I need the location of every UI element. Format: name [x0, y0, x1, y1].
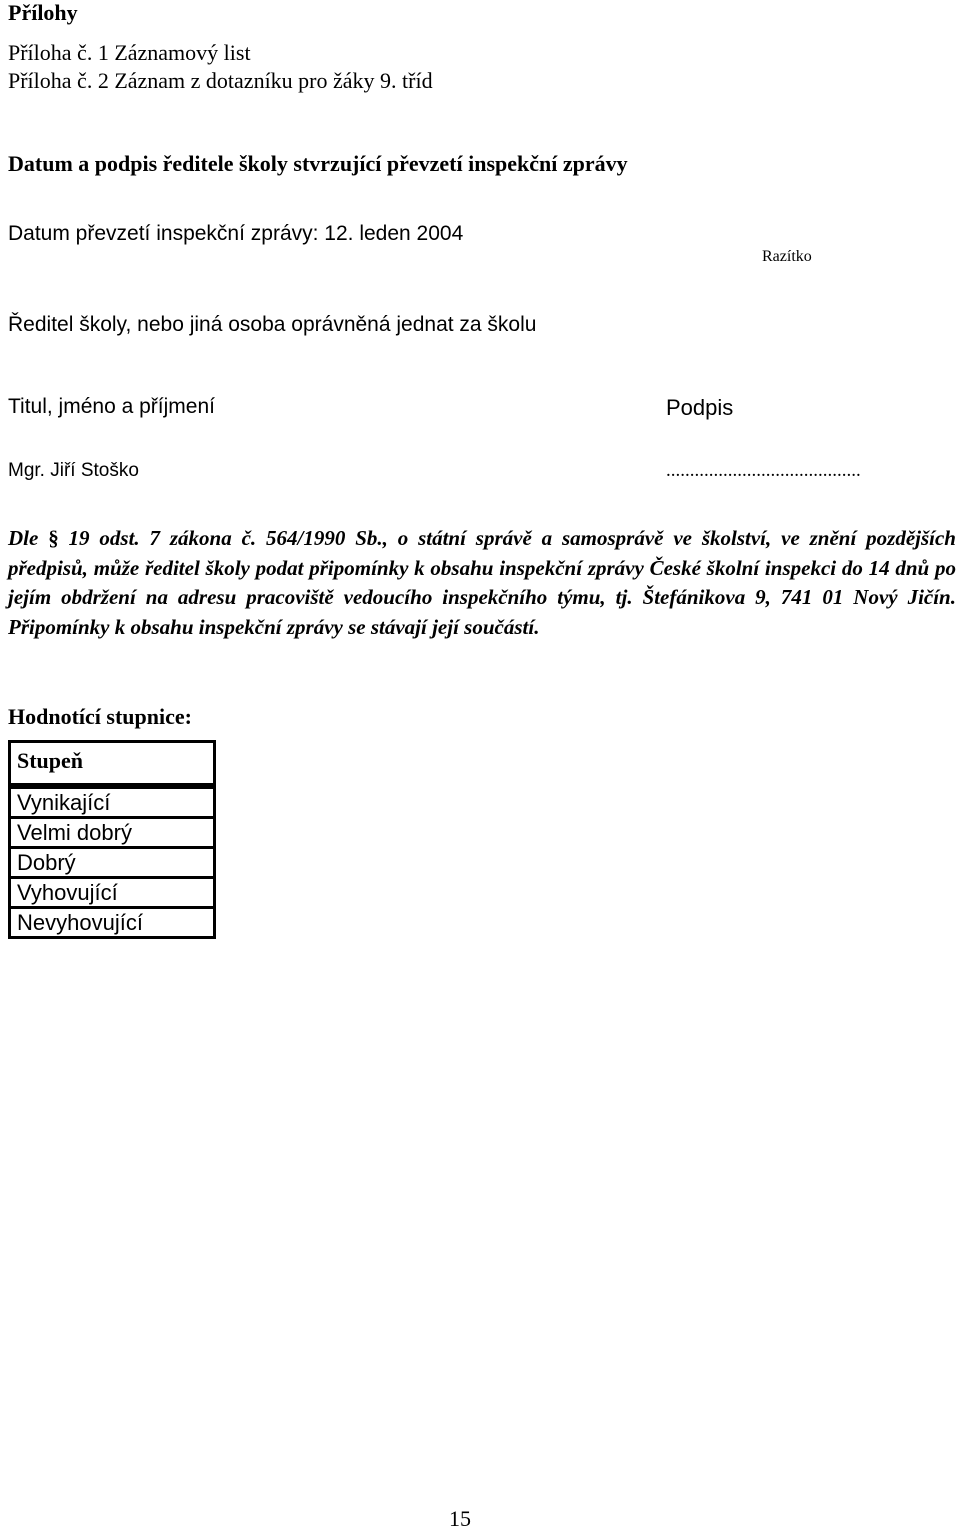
confirmation-heading: Datum a podpis ředitele školy stvrzující převzetí inspekční zprávy	[8, 151, 628, 176]
notice-mid: 19 odst. 7 zákona č. 564/1990 Sb.	[58, 526, 383, 550]
name-label: Titul, jméno a příjmení	[8, 395, 215, 418]
section-sign-icon: §	[48, 526, 59, 550]
stamp-label: Razítko	[762, 248, 812, 265]
signature-label: Podpis	[666, 395, 734, 420]
page-number: 15	[449, 1506, 471, 1531]
table-row: Nevyhovující	[11, 906, 213, 936]
objection-notice	[8, 524, 956, 642]
rating-scale-rows	[11, 786, 213, 936]
attachment-item: Příloha č. 2 Záznam z dotazníku pro žáky 9. tříd	[8, 68, 433, 93]
director-line: Ředitel školy, nebo jiná osoba oprávněná jednat za školu	[8, 313, 537, 336]
table-row: Vyhovující	[11, 876, 213, 906]
receipt-date-line: Datum převzetí inspekční zprávy: 12. leden 2004	[8, 222, 464, 245]
table-row: Dobrý	[11, 846, 213, 876]
rating-scale-table	[8, 740, 216, 939]
notice-pre: Dle	[8, 526, 49, 550]
table-row: Vynikající	[17, 790, 111, 815]
rating-scale-heading: Hodnotící stupnice:	[8, 704, 192, 729]
table-row: Velmi dobrý	[11, 816, 213, 846]
notice-text: , o státní správě a samosprávě ve školství, ve znění pozdějších předpisů, může ředitel školy podat připomínky k obsahu inspekční zprávy České školní inspekci do 14 dnů po jejím obdržení na adresu pracoviště vedoucího inspekčního týmu, tj. Štefánikova 9, 741 01 Nový Jičín. Připomínky k obsahu inspekční zprávy se stávají její součástí.	[8, 526, 956, 639]
attachments-heading: Přílohy	[8, 0, 78, 25]
rating-scale-column-header: Stupeň	[11, 743, 213, 786]
signature-line: .........................................	[666, 460, 861, 481]
attachment-item: Příloha č. 1 Záznamový list	[8, 40, 251, 65]
director-name: Mgr. Jiří Stoško	[8, 460, 139, 481]
